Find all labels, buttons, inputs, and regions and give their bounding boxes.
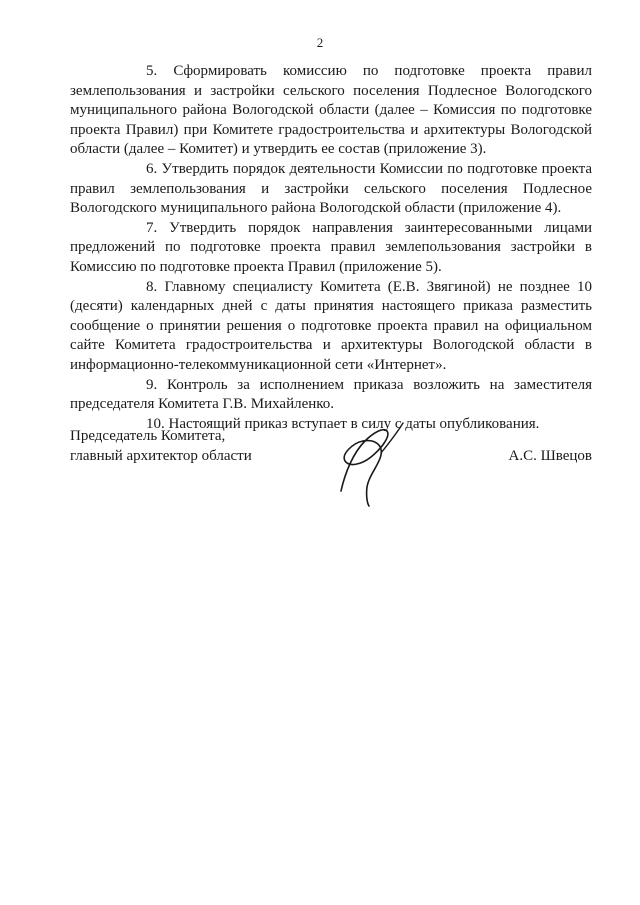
- paragraph-9: [70, 376, 592, 415]
- signatory-name: А.С. Швецов: [508, 447, 592, 464]
- paragraph-number: 9.: [146, 376, 158, 393]
- page-number: 2: [316, 35, 324, 50]
- paragraph-text: Контроль за исполнением приказа возложить на заместителя председателя Комитета Г.В. Михайленко.: [70, 376, 593, 413]
- document-body: [70, 62, 592, 434]
- handwritten-signature: [323, 413, 413, 508]
- paragraph-number: 10.: [146, 415, 165, 432]
- paragraph-6: [70, 160, 592, 219]
- signature-block: [70, 427, 592, 507]
- paragraph-number: 8.: [146, 278, 158, 295]
- paragraph-text: Настоящий приказ вступает в силу с даты опубликования.: [168, 415, 540, 432]
- paragraph-number: 6.: [146, 160, 158, 177]
- signatory-position: [70, 427, 252, 466]
- paragraph-5: [70, 62, 592, 160]
- paragraph-8: [70, 278, 592, 376]
- paragraph-7: [70, 219, 592, 278]
- paragraph-text: Сформировать комиссию по подготовке проекта правил землепользования и застройки сельского поселения Подлесное Вологодского муниципального района Вологодской области (далее – Комиссия по подготовке проекта Правил) при Комитете градостроительства и архитектуры Вологодской области (далее – Комитет) и утвердить ее состав (приложение 3).: [70, 63, 593, 158]
- position-line-1: Председатель Комитета,: [70, 428, 226, 444]
- paragraph-number: 5.: [146, 63, 158, 79]
- paragraph-text: Главному специалисту Комитета (Е.В. Звягиной) не позднее 10 (десяти) календарных дней с даты принятия настоящего приказа разместить сообщение о принятии решения о подготовке проекта правил на официальном сайте Комитета градостроительства и архитектуры Вологодской области в информационно-телекоммуникационной сети «Интернет».: [70, 278, 593, 373]
- paragraph-text: Утвердить порядок деятельности Комиссии по подготовке проекта правил землепользования и застройки сельского поселения Подлесное Вологодского муниципального района Вологодской области (приложение 4).: [70, 160, 593, 217]
- position-line-2: главный архитектор области: [70, 447, 252, 464]
- paragraph-text: Утвердить порядок направления заинтересованными лицами предложений по подготовке проекта правил землепользования застройки в Комиссию по подготовке проекта Правил (приложение 5).: [70, 219, 593, 275]
- paragraph-number: 7.: [146, 219, 158, 236]
